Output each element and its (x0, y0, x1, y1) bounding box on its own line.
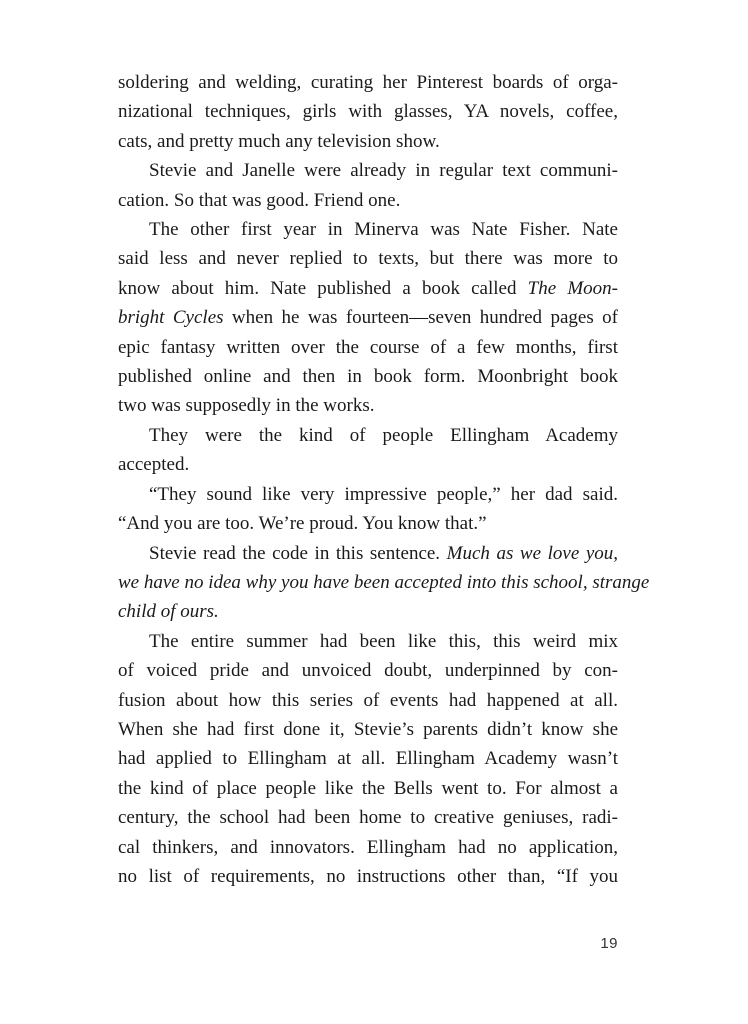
text-line (118, 539, 618, 568)
text-run: know about him. Nate published a book called (118, 277, 528, 299)
text-line (118, 303, 618, 332)
page-number: 19 (600, 935, 618, 952)
text-line: century, the school had been home to creative geniuses, radi- (118, 807, 618, 829)
text-line: cats, and pretty much any television show. (118, 130, 440, 152)
text-run: when he was fourteen—seven hundred pages of (223, 307, 618, 329)
text-line: The entire summer had been like this, this weird mix (149, 630, 618, 652)
text-line: nizational techniques, girls with glasses, YA novels, coffee, (118, 101, 618, 123)
text-run: Stevie read the code in this sentence. (149, 542, 447, 564)
text-line: had applied to Ellingham at all. Ellingham Academy wasn’t (118, 748, 618, 770)
text-line (118, 274, 618, 303)
text-line: “They sound like very impressive people,” her dad said. (149, 483, 618, 505)
text-line: “And you are too. We’re proud. You know that.” (118, 513, 487, 535)
italic-text: child of ours. (118, 601, 219, 623)
text-line: of voiced pride and unvoiced doubt, underpinned by con- (118, 660, 618, 682)
text-line: no list of requirements, no instructions other than, “If you (118, 865, 618, 887)
text-line (118, 597, 618, 626)
text-line: Stevie and Janelle were already in regular text communi- (149, 160, 618, 182)
text-line: accepted. (118, 454, 190, 476)
text-line: cal thinkers, and innovators. Ellingham had no application, (118, 836, 618, 858)
text-line: The other first year in Minerva was Nate Fisher. Nate (149, 219, 618, 241)
text-line: the kind of place people like the Bells went to. For almost a (118, 777, 618, 799)
text-line: soldering and welding, curating her Pinterest boards of orga- (118, 72, 618, 93)
text-line: They were the kind of people Ellingham Academy (149, 424, 618, 446)
text-line (118, 568, 650, 597)
text-line: said less and never replied to texts, but there was more to (118, 248, 618, 270)
italic-text: bright Cycles (118, 307, 224, 329)
text-line: cation. So that was good. Friend one. (118, 189, 401, 211)
text-line: epic fantasy written over the course of a few months, first (118, 336, 618, 358)
book-page-text (118, 68, 650, 891)
text-line: When she had first done it, Stevie’s parents didn’t know she (118, 718, 618, 740)
italic-text: The Moon- (527, 277, 618, 299)
text-line: two was supposedly in the works. (118, 395, 375, 417)
text-line: fusion about how this series of events had happened at all. (118, 689, 618, 711)
italic-text: Much as we love you, (446, 542, 619, 564)
text-line: published online and then in book form. Moonbright book (118, 366, 618, 388)
italic-text: we have no idea why you have been accepted into this school, strange (118, 571, 650, 593)
